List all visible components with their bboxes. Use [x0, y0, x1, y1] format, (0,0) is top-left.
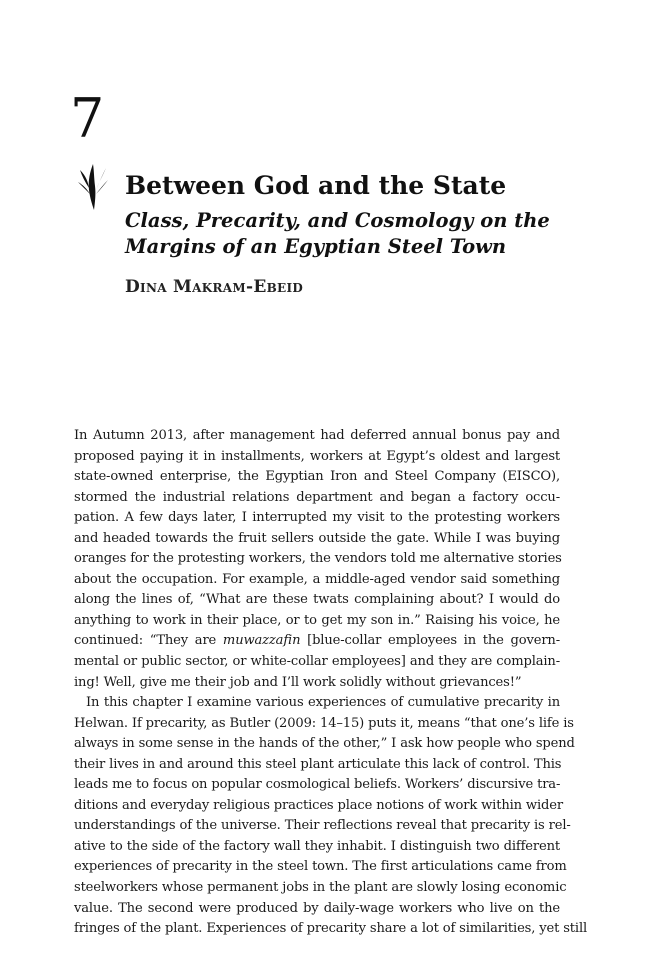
paragraph: [74, 426, 560, 693]
text-line: leads me to focus on popular cosmological beliefs. Workers’ discursive tra-: [74, 777, 561, 793]
text-line: understandings of the universe. Their reflections reveal that precarity is rel-: [74, 818, 571, 834]
text-line: ing! Well, give me their job and I’ll work solidly without grievances!”: [74, 674, 522, 690]
text-line: anything to work in their place, or to get my son in.” Raising his voice, he: [74, 612, 560, 628]
chapter-number: 7: [70, 87, 105, 150]
chapter-subtitle-line: Margins of an Egyptian Steel Town: [125, 235, 507, 258]
text-line: steelworkers whose permanent jobs in the plant are slowly losing economic: [74, 880, 567, 896]
chapter-subtitle: [125, 208, 625, 260]
italic-term: muwazzafin: [222, 633, 301, 649]
text-line: value. The second were produced by daily-wage workers who live on the: [74, 900, 560, 916]
text-line: state-owned enterprise, the Egyptian Iron and Steel Company (EISCO),: [74, 469, 560, 485]
text-line: mental or public sector, or white-collar employees] and they are complain-: [74, 654, 560, 670]
text-line: proposed paying it in installments, workers at Egypt’s oldest and largest: [74, 448, 560, 464]
text-line: oranges for the protesting workers, the vendors told me alternative stories: [74, 551, 562, 567]
text-line: stormed the industrial relations department and began a factory occu-: [74, 489, 560, 505]
text-line: In Autumn 2013, after management had deferred annual bonus pay and: [74, 428, 560, 443]
body-text: [74, 426, 588, 940]
chapter-heading: [125, 168, 625, 297]
chapter-author: Dina Makram-Ebeid: [125, 277, 304, 297]
text-line: In this chapter I examine various experiences of cumulative precarity in: [86, 695, 560, 711]
text-line: fringes of the plant. Experiences of precarity share a lot of similarities, yet still: [74, 921, 588, 937]
leaf-ornament-icon: [76, 162, 110, 212]
text-line: experiences of precarity in the steel town. The first articulations came from: [74, 859, 567, 875]
text-line: pation. A few days later, I interrupted my visit to the protesting workers: [74, 510, 560, 526]
text-line: about the occupation. For example, a middle-aged vendor said something: [74, 571, 560, 587]
text-line: always in some sense in the hands of the other,” I ask how people who spend: [74, 736, 575, 752]
text-line: Helwan. If precarity, as Butler (2009: 14–15) puts it, means “that one’s life is: [74, 715, 574, 731]
text-line: ditions and everyday religious practices place notions of work within wider: [74, 797, 563, 813]
paragraph: [74, 693, 588, 940]
text-line: continued: “They are muwazzafin [blue-collar employees in the govern-: [74, 633, 560, 649]
chapter-title: Between God and the State: [125, 171, 507, 200]
text-line: their lives in and around this steel plant articulate this lack of control. This: [74, 756, 562, 772]
text-line: and headed towards the fruit sellers outside the gate. While I was buying: [74, 530, 560, 546]
text-line: ative to the side of the factory wall they inhabit. I distinguish two different: [74, 838, 560, 854]
chapter-subtitle-line: Class, Precarity, and Cosmology on the: [125, 209, 550, 232]
text-line: along the lines of, “What are these twats complaining about? I would do: [74, 592, 560, 608]
